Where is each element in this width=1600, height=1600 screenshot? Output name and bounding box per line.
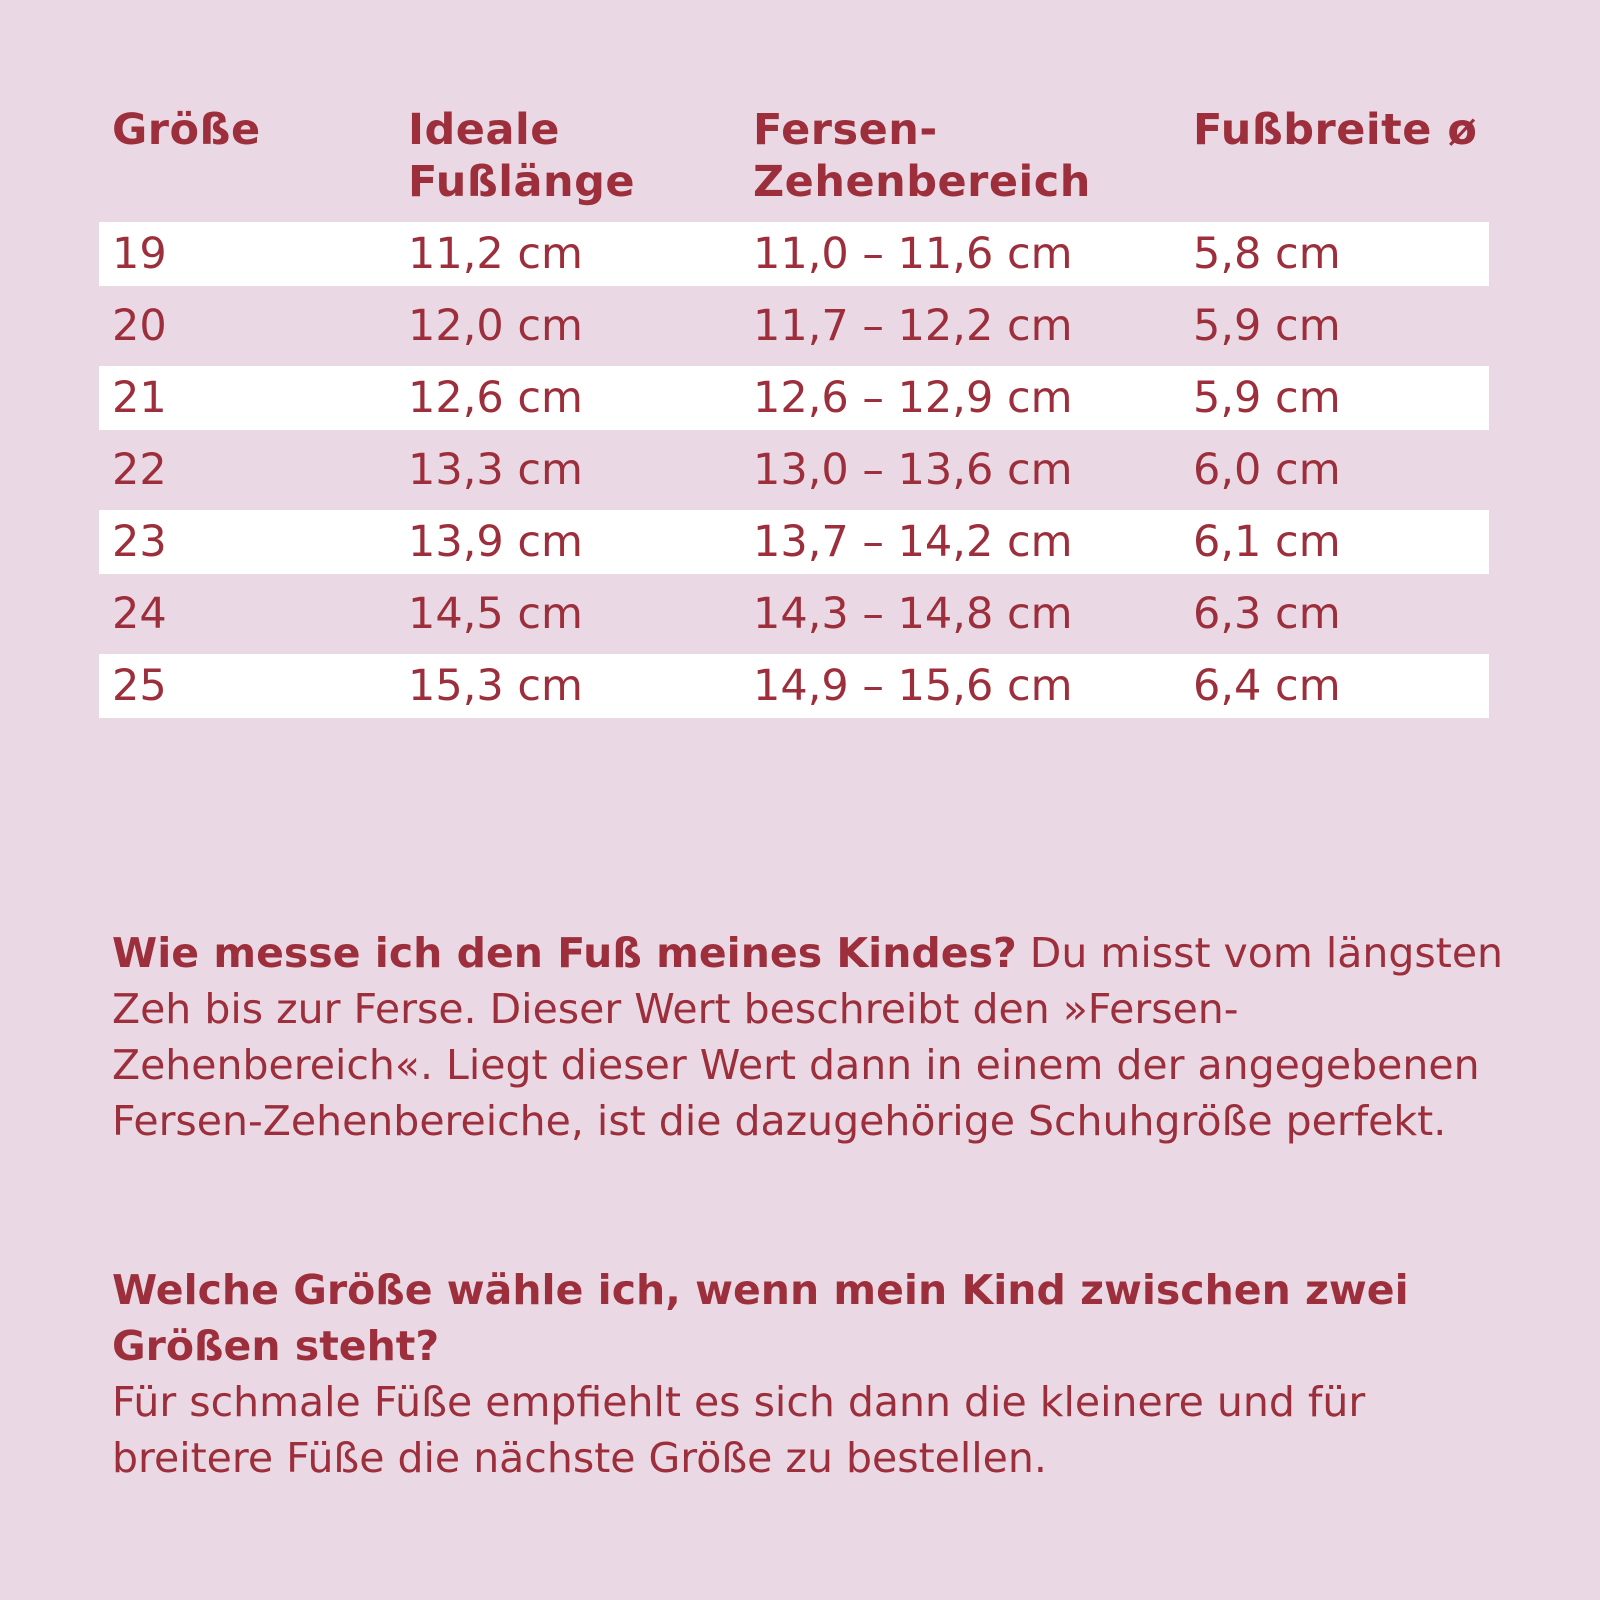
cell-size: 20 <box>112 301 167 351</box>
cell-size: 19 <box>112 229 167 279</box>
header-foot-width: Fußbreite ø <box>1193 105 1478 155</box>
table-row <box>99 654 1489 718</box>
cell-size: 24 <box>112 589 167 639</box>
cell-heel-toe-range: 11,0 – 11,6 cm <box>753 229 1073 279</box>
cell-foot-width: 6,1 cm <box>1193 517 1341 567</box>
cell-heel-toe-range: 14,3 – 14,8 cm <box>753 589 1073 639</box>
table-row <box>99 366 1489 430</box>
faq-question: Welche Größe wähle ich, wenn mein Kind zwischen zwei Größen steht? <box>112 1266 1409 1370</box>
header-heel-toe-range: Fersen- Zehenbereich <box>753 105 1091 207</box>
table-row <box>99 222 1489 286</box>
cell-size: 22 <box>112 445 167 495</box>
cell-foot-length: 13,3 cm <box>408 445 583 495</box>
cell-foot-length: 11,2 cm <box>408 229 583 279</box>
header-size: Größe <box>112 105 261 155</box>
header-ideal-foot-length: Ideale Fußlänge <box>408 105 636 207</box>
cell-heel-toe-range: 11,7 – 12,2 cm <box>753 301 1073 351</box>
cell-foot-width: 6,0 cm <box>1193 445 1341 495</box>
faq-measure-foot <box>112 925 1532 1149</box>
size-table <box>99 104 1489 726</box>
cell-foot-length: 12,6 cm <box>408 373 583 423</box>
cell-size: 25 <box>112 661 167 711</box>
cell-foot-width: 6,4 cm <box>1193 661 1341 711</box>
cell-heel-toe-range: 13,0 – 13,6 cm <box>753 445 1073 495</box>
faq-between-sizes <box>112 1262 1532 1486</box>
table-header <box>99 104 1489 222</box>
cell-heel-toe-range: 13,7 – 14,2 cm <box>753 517 1073 567</box>
cell-foot-length: 12,0 cm <box>408 301 583 351</box>
cell-foot-width: 5,9 cm <box>1193 301 1341 351</box>
cell-size: 21 <box>112 373 167 423</box>
cell-foot-width: 5,9 cm <box>1193 373 1341 423</box>
faq-answer: Für schmale Füße empfiehlt es sich dann die kleinere und für breitere Füße die nächste Größe zu bestellen. <box>112 1378 1366 1482</box>
table-row <box>99 294 1489 358</box>
cell-foot-length: 13,9 cm <box>408 517 583 567</box>
cell-size: 23 <box>112 517 167 567</box>
cell-foot-length: 14,5 cm <box>408 589 583 639</box>
faq-answer: Du misst vom längsten Zeh bis zur Ferse. Dieser Wert beschreibt den »Fersen-Zehenbereich«. Liegt dieser Wert dann in einem der angegebenen Fersen-Zehenbereiche, ist die dazugehörige Schuhgröße perfekt. <box>112 929 1504 1145</box>
table-row <box>99 510 1489 574</box>
cell-foot-width: 6,3 cm <box>1193 589 1341 639</box>
faq-question: Wie messe ich den Fuß meines Kindes? <box>112 929 1017 977</box>
table-row <box>99 582 1489 646</box>
cell-foot-width: 5,8 cm <box>1193 229 1341 279</box>
cell-heel-toe-range: 14,9 – 15,6 cm <box>753 661 1073 711</box>
table-row <box>99 438 1489 502</box>
cell-heel-toe-range: 12,6 – 12,9 cm <box>753 373 1073 423</box>
cell-foot-length: 15,3 cm <box>408 661 583 711</box>
